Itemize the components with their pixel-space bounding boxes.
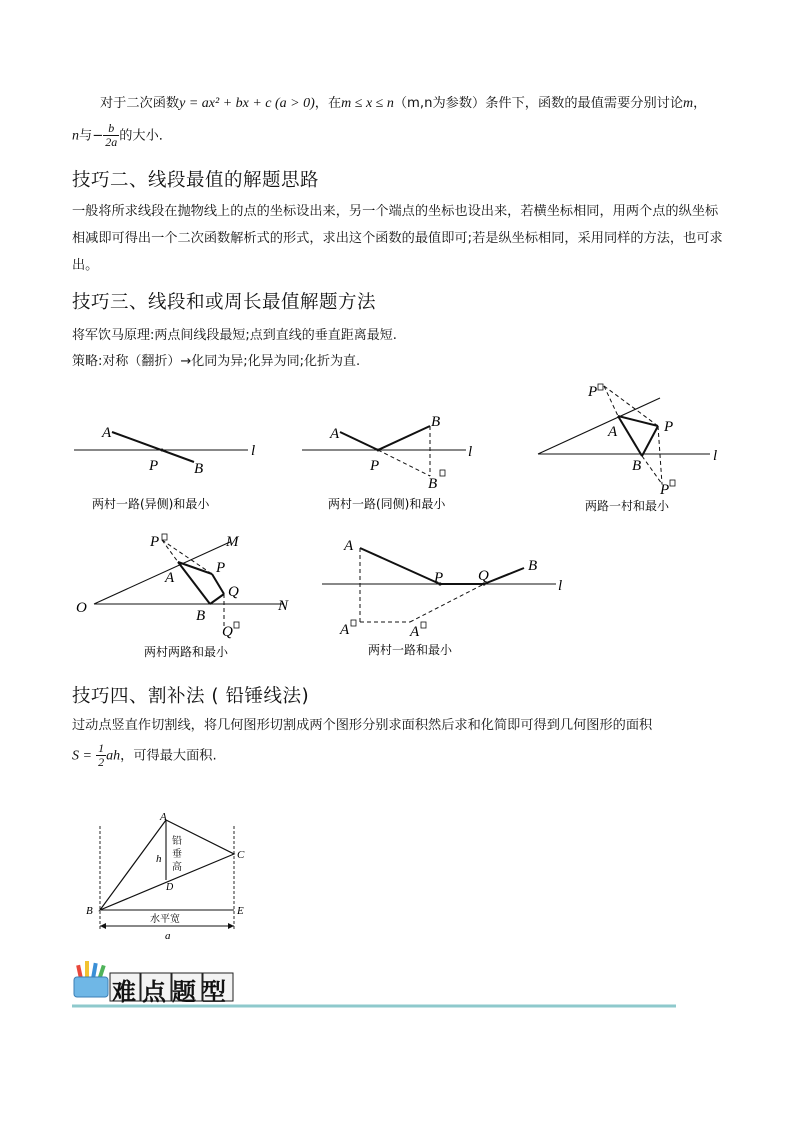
caption-d3: 两路一村和最小	[585, 499, 670, 513]
intro-paragraph	[72, 90, 724, 117]
label-B: B	[528, 558, 538, 574]
label-A: A	[102, 425, 112, 441]
label-C: C	[237, 849, 245, 861]
section-banner	[72, 955, 682, 1015]
intro-suffix: 的大小．	[119, 128, 172, 144]
intro-text: 对于二次函数	[100, 96, 180, 111]
label-l: l	[713, 448, 718, 464]
label-P-prime-top: P	[588, 384, 598, 400]
diagram-two-villages-two-roads	[70, 530, 310, 664]
label-B: B	[194, 461, 204, 477]
tip3-heading: 技巧三、线段和或周长最值解题方法	[72, 292, 377, 313]
var-m: m	[683, 96, 694, 111]
text-yu: 与	[79, 128, 93, 144]
diagram-two-villages-same	[298, 410, 498, 520]
tip2-body: 一般将所求线段在抛物线上的点的坐标设出来，另一个端点的坐标也设出来，若横坐标相同，用两个点的纵坐标相减即可得出一个二次函数解析式的形式，求出这个函数的最值即可;若是纵坐标相同，采用同样的方法，也可求出。	[72, 204, 723, 273]
label-l: l	[251, 443, 256, 459]
label-Q: Q	[478, 568, 489, 584]
label-Q-prime: Q	[222, 624, 233, 640]
label-P-prime-bottom: P	[660, 482, 670, 498]
minus-sign: −	[92, 128, 104, 144]
frac-den: 2	[98, 755, 105, 769]
caption-d2: 两村一路(同侧)和最小	[328, 497, 446, 511]
label-A-prime-1: A	[340, 622, 350, 638]
label-h: h	[156, 853, 162, 865]
label-B: B	[86, 905, 93, 917]
diagram-two-villages-opposite	[68, 410, 268, 520]
label-a: a	[165, 930, 171, 942]
label-D: D	[166, 882, 174, 893]
label-P: P	[216, 560, 226, 576]
label-l: l	[558, 578, 563, 594]
label-O: O	[76, 600, 87, 616]
label-P: P	[664, 419, 674, 435]
formula-rhs: ah	[106, 748, 121, 764]
var-n: n	[72, 128, 79, 144]
label-P: P	[149, 458, 159, 474]
vertical-label-3: 高	[172, 862, 182, 873]
caption-d4: 两村两路和最小	[144, 645, 229, 659]
label-A-prime-2: A	[410, 624, 420, 640]
label-Q: Q	[228, 584, 239, 600]
label-M: M	[226, 534, 239, 550]
vertical-label-2: 垂	[172, 849, 182, 860]
caption-d1: 两村一路(异侧)和最小	[92, 497, 210, 511]
label-B-prime: B	[428, 476, 438, 492]
banner-title: 难点题型	[112, 978, 232, 1006]
intro-paragraph-line2	[72, 122, 724, 150]
label-A: A	[160, 811, 167, 823]
diagram-two-villages-one-road-segment	[318, 530, 578, 664]
label-A: A	[165, 570, 175, 586]
label-P: P	[370, 458, 380, 474]
pencil-cup-icon	[74, 961, 108, 997]
frac-num: 1	[98, 741, 105, 755]
comma: ，	[693, 96, 707, 111]
param-note: （m,n为参数）条件下，函数的最值需要分别讨论	[393, 96, 684, 111]
tip2-heading: 技巧二、线段最值的解题思路	[72, 170, 320, 191]
tip4-heading: 技巧四、割补法 ( 铅锤线法)	[72, 686, 310, 707]
tip4-formula-line	[72, 742, 724, 770]
label-l: l	[468, 444, 473, 460]
width-label: 水平宽	[150, 914, 180, 925]
tip4-suffix: ，可得最大面积.	[120, 748, 217, 764]
formula-lhs: S =	[72, 748, 92, 764]
tip3-line2: 策略:对称（翻折）→化同为异;化异为同;化折为直.	[72, 354, 361, 369]
label-B: B	[632, 458, 642, 474]
label-E: E	[237, 905, 244, 917]
tip4-body: 过动点竖直作切割线，将几何图形切割成两个图形分别求面积然后求和化简即可得到几何图形的面积	[72, 718, 653, 733]
label-P-prime: P	[150, 534, 160, 550]
frac-num: b	[103, 122, 119, 136]
diagram-vertical-line-method	[80, 808, 260, 942]
label-A: A	[608, 424, 618, 440]
label-N: N	[278, 598, 289, 614]
label-B: B	[431, 414, 441, 430]
label-A: A	[344, 538, 354, 554]
quadratic-function: y = ax² + bx + c (a > 0)	[179, 96, 315, 111]
vertical-label-1: 铅	[172, 836, 182, 847]
diagram-two-roads-one-village	[530, 376, 730, 520]
label-B: B	[196, 608, 206, 624]
caption-d5: 两村一路和最小	[368, 643, 453, 657]
fraction-b-over-2a	[103, 122, 119, 149]
tip3-line1: 将军饮马原理:两点间线段最短;点到直线的垂直距离最短.	[72, 328, 397, 343]
range-condition: m ≤ x ≤ n	[341, 96, 394, 111]
frac-den: 2a	[105, 135, 118, 149]
label-A: A	[330, 426, 340, 442]
fraction-one-half	[96, 742, 106, 769]
intro-text-mid: ，在	[314, 96, 342, 111]
label-P: P	[434, 570, 444, 586]
